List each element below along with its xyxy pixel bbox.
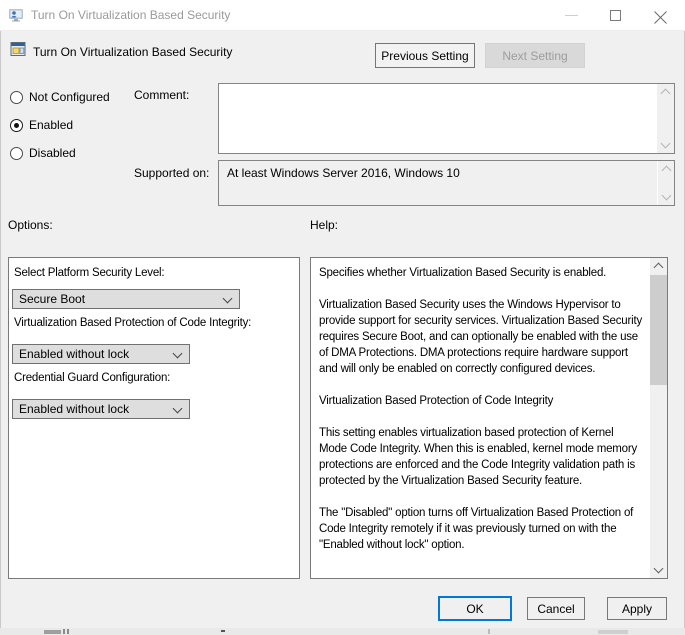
help-paragraph: Virtualization Based Security uses the Windows Hypervisor to provide support for security services. Virtualization Based Security requires Secure Boot, and can optionally be enabled with the use of DMA Protections. DMA protections require hardware support and will only be enabled on correctly configured devices. bbox=[319, 299, 643, 375]
radio-enabled[interactable] bbox=[10, 117, 73, 133]
help-scrollbar[interactable] bbox=[650, 258, 667, 578]
credential-guard-label: Credential Guard Configuration: bbox=[14, 372, 171, 384]
code-integrity-label: Virtualization Based Protection of Code Integrity: bbox=[14, 317, 252, 329]
radio-disabled-label: Disabled bbox=[29, 146, 76, 160]
setting-name: Turn On Virtualization Based Security bbox=[33, 45, 233, 59]
help-paragraph: Specifies whether Virtualization Based Security is enabled. bbox=[319, 267, 607, 279]
maximize-icon bbox=[610, 10, 621, 21]
scroll-up-icon[interactable] bbox=[661, 89, 671, 99]
radio-not-configured[interactable] bbox=[10, 89, 110, 105]
ok-button[interactable]: OK bbox=[438, 596, 512, 621]
scroll-up-icon[interactable] bbox=[654, 263, 664, 273]
cancel-button[interactable]: Cancel bbox=[527, 597, 585, 620]
code-integrity-value: Enabled without lock bbox=[19, 347, 130, 361]
chevron-down-icon bbox=[173, 404, 183, 414]
radio-disabled[interactable] bbox=[10, 145, 76, 161]
platform-security-value: Secure Boot bbox=[19, 292, 86, 306]
window-title: Turn On Virtualization Based Security bbox=[31, 8, 231, 22]
scrollbar-thumb[interactable] bbox=[650, 275, 667, 385]
supported-on-box bbox=[218, 160, 675, 206]
chevron-down-icon bbox=[173, 349, 183, 359]
radio-not-configured-label: Not Configured bbox=[29, 90, 110, 104]
help-text bbox=[319, 265, 643, 576]
scroll-down-icon[interactable] bbox=[661, 139, 671, 149]
help-panel bbox=[310, 257, 668, 579]
credential-guard-dropdown[interactable] bbox=[12, 399, 190, 419]
comment-scrollbar[interactable] bbox=[657, 84, 674, 153]
maximize-button[interactable] bbox=[596, 0, 636, 30]
group-policy-app-icon bbox=[8, 7, 24, 23]
next-setting-button[interactable]: Next Setting bbox=[485, 43, 585, 68]
apply-button[interactable]: Apply bbox=[607, 597, 667, 620]
minimize-icon bbox=[565, 15, 578, 16]
radio-enabled-label: Enabled bbox=[29, 118, 74, 132]
policy-setting-icon bbox=[10, 41, 26, 57]
scroll-down-icon[interactable] bbox=[662, 191, 672, 201]
supported-on-label: Supported on: bbox=[134, 166, 210, 180]
radio-circle-icon bbox=[10, 91, 23, 104]
previous-setting-button[interactable]: Previous Setting bbox=[375, 43, 475, 68]
scroll-up-icon[interactable] bbox=[662, 166, 672, 176]
radio-circle-icon bbox=[10, 147, 23, 160]
platform-security-dropdown[interactable] bbox=[12, 289, 240, 309]
radio-selected-icon bbox=[10, 119, 23, 132]
options-panel bbox=[8, 257, 300, 579]
supported-on-value: At least Windows Server 2016, Windows 10 bbox=[227, 166, 460, 180]
help-label: Help: bbox=[310, 218, 339, 232]
comment-label: Comment: bbox=[134, 88, 190, 102]
comment-input[interactable] bbox=[218, 83, 675, 154]
minimize-button[interactable] bbox=[552, 0, 592, 30]
close-button[interactable] bbox=[640, 0, 680, 30]
titlebar bbox=[0, 0, 685, 31]
background-window-edge bbox=[0, 628, 685, 635]
help-paragraph: This setting enables virtualization based protection of Kernel Mode Code Integrity. When this is enabled, kernel mode memory protections are enforced and the Code Integrity validation path is protected by the Virtualization Based Security feature. bbox=[319, 427, 638, 487]
supported-scrollbar[interactable] bbox=[657, 161, 674, 205]
platform-security-label: Select Platform Security Level: bbox=[14, 267, 165, 279]
code-integrity-dropdown[interactable] bbox=[12, 344, 190, 364]
options-label: Options: bbox=[8, 218, 53, 232]
help-paragraph: Virtualization Based Protection of Code Integrity bbox=[319, 395, 554, 407]
scroll-down-icon[interactable] bbox=[654, 564, 664, 574]
close-icon bbox=[654, 9, 667, 22]
help-paragraph: The "Disabled" option turns off Virtualization Based Protection of Code Integrity remotely if it was previously turned on with the "Enabled without lock" option. bbox=[319, 507, 634, 551]
chevron-down-icon bbox=[223, 294, 233, 304]
credential-guard-value: Enabled without lock bbox=[19, 402, 130, 416]
